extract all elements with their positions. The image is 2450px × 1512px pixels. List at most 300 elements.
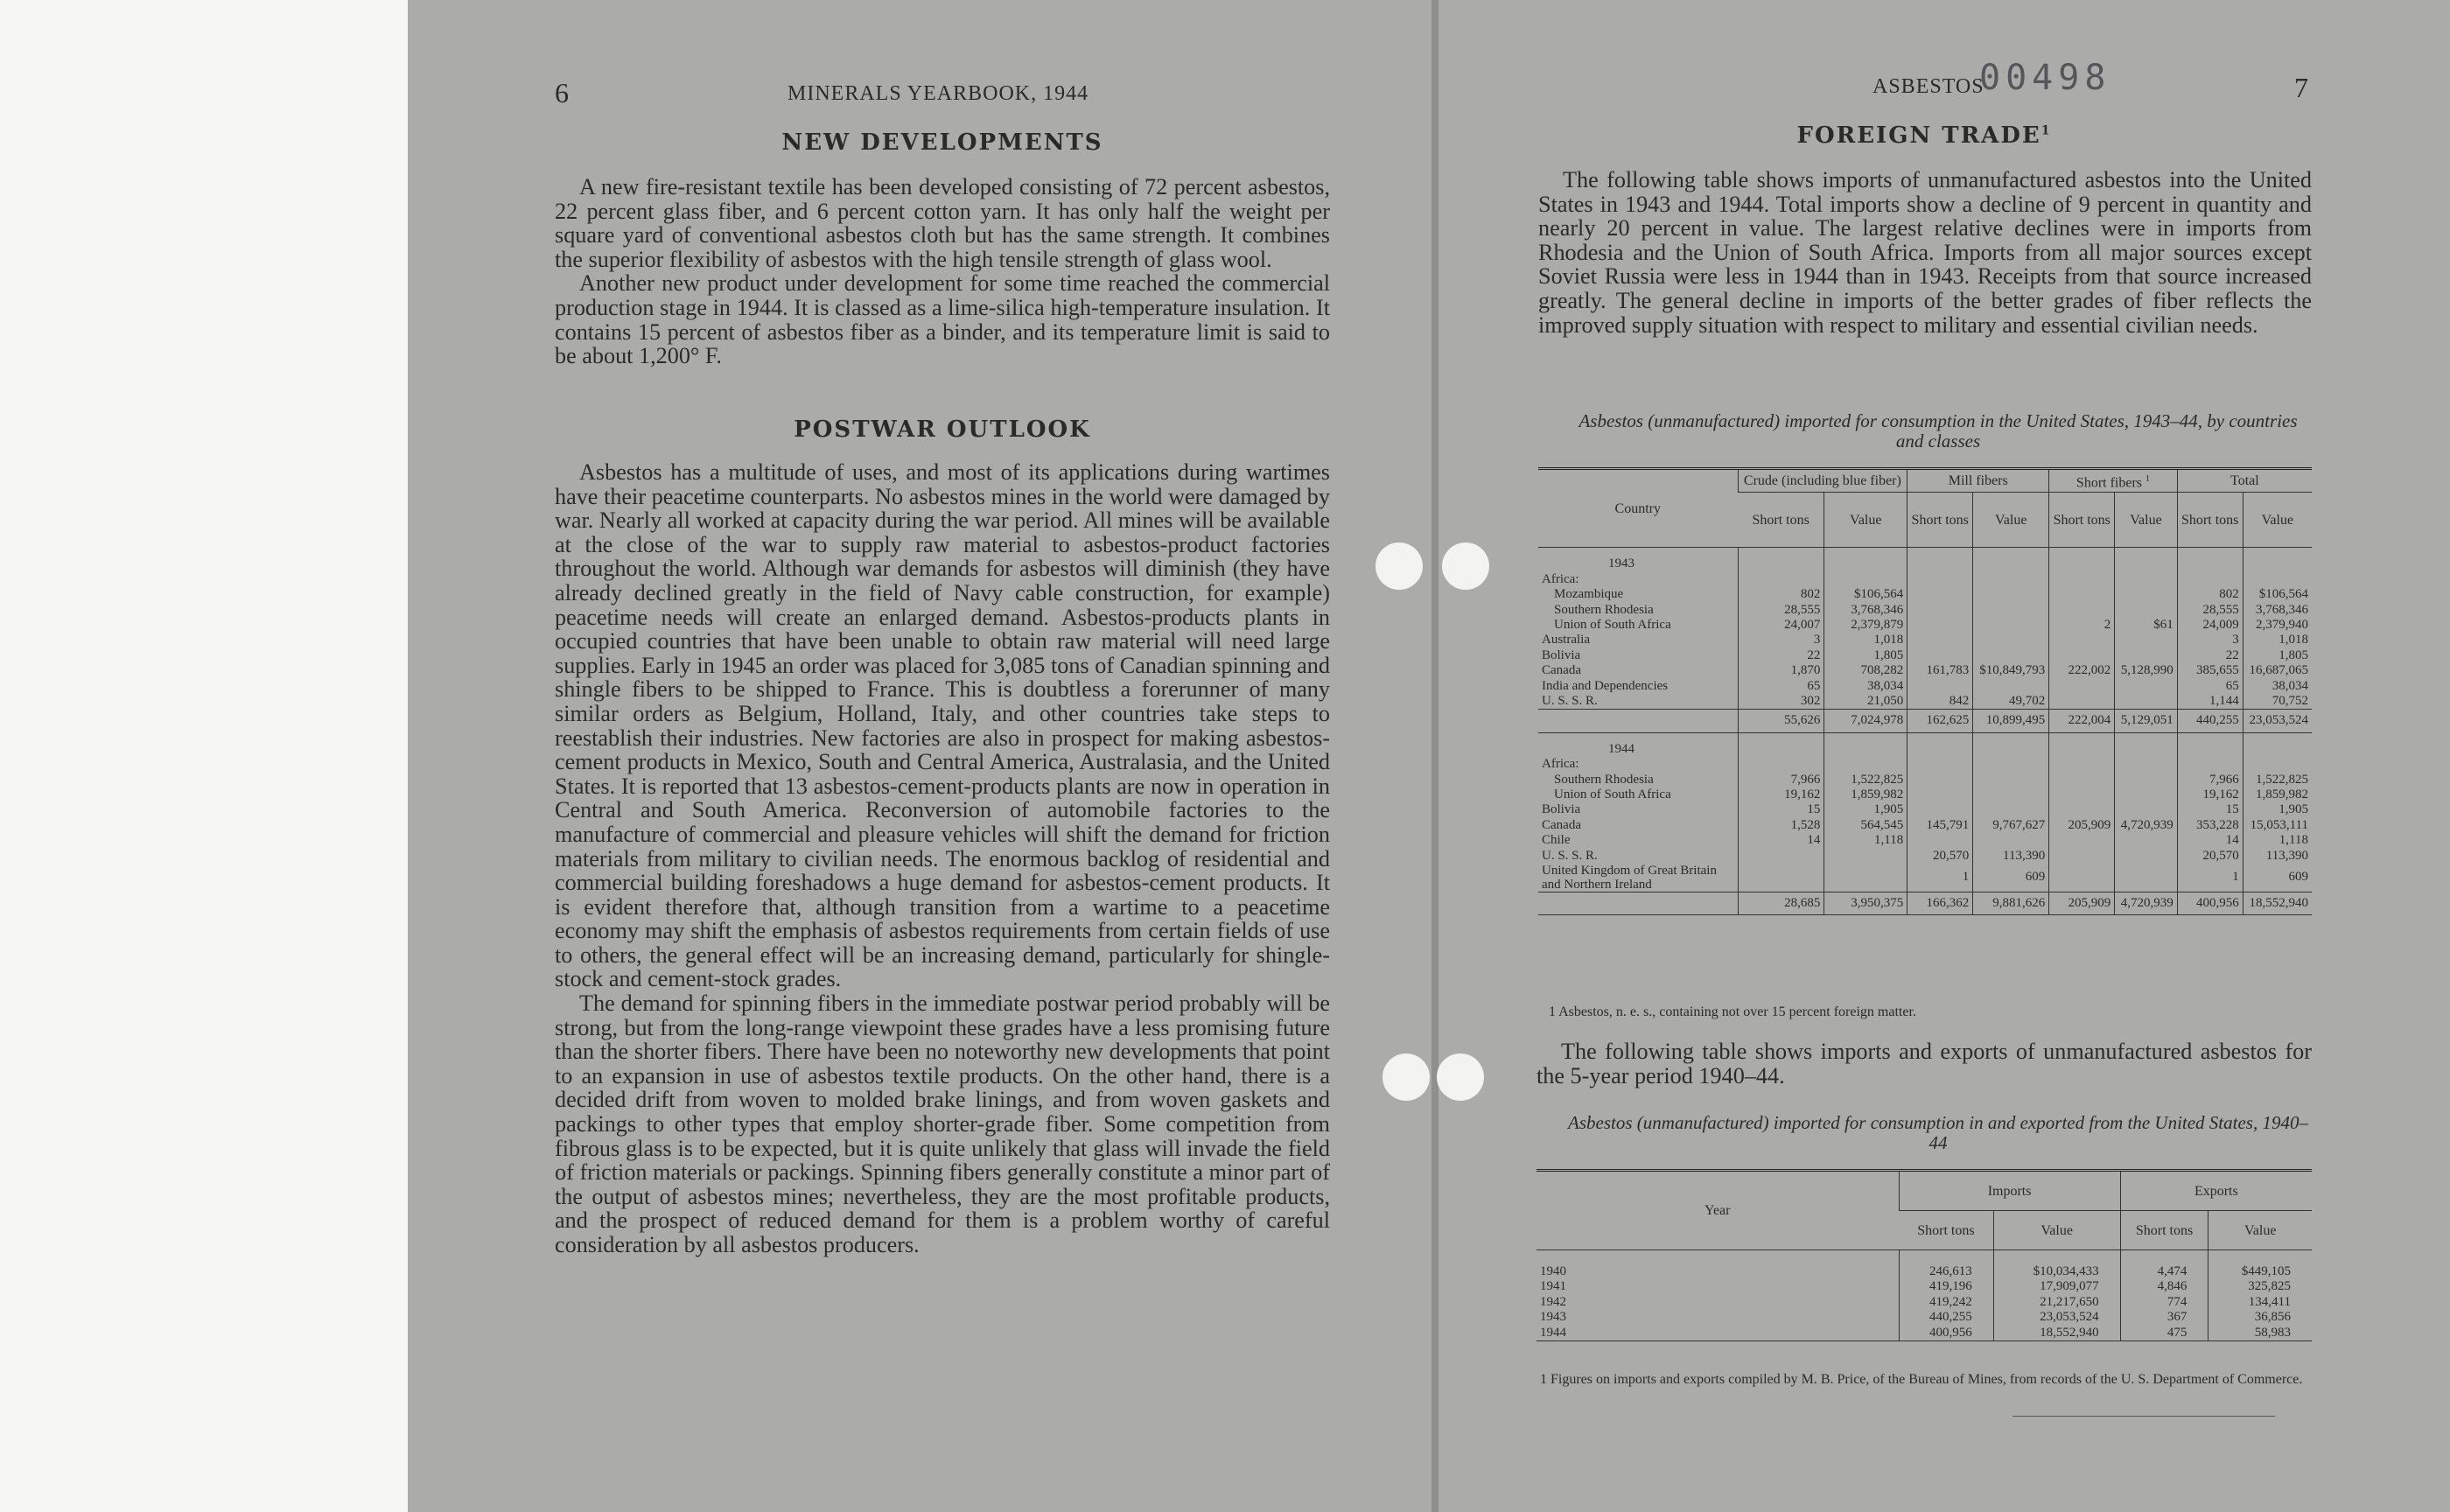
value-cell xyxy=(2243,757,2312,772)
value-cell: 1,018 xyxy=(1824,633,1908,648)
value-cell xyxy=(2049,757,2115,772)
heading-text: FOREIGN TRADE xyxy=(1796,122,2041,149)
value-cell: 20,570 xyxy=(2177,849,2243,864)
value-cell xyxy=(2049,679,2115,694)
value-cell: 58,983 xyxy=(2208,1326,2312,1341)
value-cell: 4,720,939 xyxy=(2115,892,2178,915)
value-cell: $61 xyxy=(2115,618,2178,633)
value-cell xyxy=(2177,757,2243,772)
country-cell: U. S. S. R. xyxy=(1542,693,1598,708)
value-cell: 15 xyxy=(2177,802,2243,817)
value-cell xyxy=(1908,788,1973,802)
value-cell xyxy=(1973,679,2049,694)
value-cell: 49,702 xyxy=(1973,694,2049,710)
value-cell: 1,859,982 xyxy=(2243,788,2312,802)
value-cell xyxy=(2115,773,2178,788)
value-cell xyxy=(2177,572,2243,587)
value-cell xyxy=(1973,648,2049,663)
table-row xyxy=(1538,757,2312,772)
spacer-cell xyxy=(1899,1250,1993,1265)
value-cell: 1,522,825 xyxy=(2243,773,2312,788)
value-cell: 21,217,650 xyxy=(1993,1295,2120,1310)
country-cell: Canada xyxy=(1542,817,1581,832)
scanner-margin xyxy=(0,0,408,1512)
value-cell xyxy=(2243,572,2312,587)
value-cell xyxy=(1973,757,2049,772)
value-cell: 246,613 xyxy=(1899,1264,1993,1279)
col-header-short-fibers xyxy=(2049,469,2177,493)
value-cell xyxy=(1908,833,1973,848)
footnote-mark: 1 xyxy=(2040,123,2052,138)
country-cell: 1943 xyxy=(1608,556,1634,571)
value-cell xyxy=(2115,802,2178,817)
value-cell xyxy=(2115,849,2178,864)
col-header-value: Value xyxy=(1973,493,2049,548)
paragraph: The demand for spinning fibers in the immediate postwar period probably will be strong, but from the long-range viewpoint these grades have a less promising future than the shorter fibers. There have been no noteworthy new developments that point to an expansion in use of asbestos textile products. On the other hand, there is a decided drift from woven to molded brake linings, and from woven gaskets and packings to other types that employ shorter-grade fiber. Some competition from fibrous glass is to be expected, but it is quite unlikely that glass will invade the field of friction materials or packings. Spinning fibers generally constitute a minor part of the output of asbestos mines; nevertheless, they are the most profitable products, and the prospect of reduced demand for them is a problem worthy of careful consideration by all asbestos producers. xyxy=(555,990,1330,1257)
value-cell xyxy=(2115,833,2178,848)
value-cell xyxy=(2115,694,2178,710)
binding-hole xyxy=(1442,542,1489,590)
col-header-value: Value xyxy=(2208,1211,2312,1250)
value-cell: 1,118 xyxy=(1824,833,1908,848)
value-cell: 609 xyxy=(1973,864,2049,892)
value-cell xyxy=(1908,732,1973,757)
table-row xyxy=(1536,1310,2312,1325)
table-row xyxy=(1538,648,2312,663)
bottom-rule xyxy=(2012,1416,2275,1417)
value-cell: 55,626 xyxy=(1738,710,1824,732)
page-number-right: 7 xyxy=(2294,72,2308,103)
postwar-outlook-text xyxy=(555,460,1330,1257)
book-gutter xyxy=(1432,0,1438,1512)
value-cell: 19,162 xyxy=(1738,788,1824,802)
value-cell: 38,034 xyxy=(2243,679,2312,694)
value-cell: 1,805 xyxy=(2243,648,2312,663)
value-cell xyxy=(1738,757,1824,772)
value-cell: 385,655 xyxy=(2177,663,2243,678)
value-cell: 7,024,978 xyxy=(1824,710,1908,732)
value-cell xyxy=(1973,603,2049,618)
value-cell: 24,007 xyxy=(1738,618,1824,633)
value-cell: 65 xyxy=(1738,679,1824,694)
value-cell: 21,050 xyxy=(1824,694,1908,710)
value-cell xyxy=(2243,732,2312,757)
value-cell xyxy=(1738,572,1824,587)
value-cell: 4,720,939 xyxy=(2115,818,2178,833)
paragraph: A new fire-resistant textile has been developed consisting of 72 percent asbestos, 22 percent glass fiber, and 6 percent cotton yarn. It has only half the weight per square yard of conventional asbestos cloth but has the same strength. It combines the superior flexibility of asbestos with the high tensile strength of glass wool. xyxy=(555,174,1330,272)
value-cell: 1 xyxy=(2177,864,2243,892)
value-cell: 1,905 xyxy=(2243,802,2312,817)
value-cell: 205,909 xyxy=(2049,892,2115,915)
imports-exports-intro xyxy=(1536,1040,2312,1088)
country-cell: 1944 xyxy=(1608,741,1634,756)
table-row xyxy=(1536,1326,2312,1341)
value-cell: $106,564 xyxy=(1824,587,1908,602)
value-cell xyxy=(2177,732,2243,757)
col-header-value: Value xyxy=(2243,493,2312,548)
value-cell: 774 xyxy=(2120,1295,2208,1310)
table-row xyxy=(1538,572,2312,587)
table2-body xyxy=(1536,1250,2312,1341)
footnote-mark: 1 xyxy=(2146,474,2151,484)
value-cell xyxy=(2049,587,2115,602)
value-cell: $106,564 xyxy=(2243,587,2312,602)
value-cell xyxy=(1908,802,1973,817)
value-cell: 1,805 xyxy=(1824,648,1908,663)
value-cell xyxy=(1824,864,1908,892)
value-cell: 15 xyxy=(1738,802,1824,817)
value-cell xyxy=(1973,633,2049,648)
section-heading-foreign-trade xyxy=(1536,122,2312,149)
country-cell: Mozambique xyxy=(1554,587,1624,602)
imports-by-country-table xyxy=(1538,467,2312,915)
value-cell: 1 xyxy=(1908,864,1973,892)
country-cell xyxy=(1538,892,1738,915)
value-cell: 842 xyxy=(1908,694,1973,710)
value-cell: 1,870 xyxy=(1738,663,1824,678)
value-cell: 20,570 xyxy=(1908,849,1973,864)
value-cell: 28,685 xyxy=(1738,892,1824,915)
value-cell xyxy=(1738,849,1824,864)
year-cell: 1941 xyxy=(1540,1279,1566,1294)
spacer-cell xyxy=(1536,1250,1899,1265)
value-cell: 24,009 xyxy=(2177,618,2243,633)
value-cell: 19,162 xyxy=(2177,788,2243,802)
value-cell xyxy=(2243,548,2312,572)
table-row xyxy=(1536,1264,2312,1279)
value-cell xyxy=(1973,788,2049,802)
spacer-cell xyxy=(2208,1250,2312,1265)
table-row xyxy=(1538,818,2312,833)
value-cell xyxy=(2049,572,2115,587)
value-cell: 1,144 xyxy=(2177,694,2243,710)
value-cell xyxy=(2049,802,2115,817)
value-cell: 65 xyxy=(2177,679,2243,694)
value-cell xyxy=(2115,757,2178,772)
value-cell: 353,228 xyxy=(2177,818,2243,833)
table-row xyxy=(1538,603,2312,618)
value-cell xyxy=(2049,633,2115,648)
value-cell xyxy=(2115,679,2178,694)
value-cell: 134,411 xyxy=(2208,1295,2312,1310)
value-cell xyxy=(2115,648,2178,663)
col-header-imports: Imports xyxy=(1899,1171,2120,1211)
year-cell: 1942 xyxy=(1540,1294,1566,1309)
value-cell xyxy=(2115,587,2178,602)
value-cell: 609 xyxy=(2243,864,2312,892)
col-header-country: Country xyxy=(1538,469,1738,548)
value-cell: 475 xyxy=(2120,1326,2208,1341)
table-row xyxy=(1538,710,2312,732)
paragraph: The following table shows imports of unmanufactured asbestos into the United States in 1943 and 1944. Total imports show a decline of 9 percent in quantity and nearly 20 percent in value. The largest relative declines were in imports from Rhodesia and the Union of South Africa. Imports from all major sources except Soviet Russia were less in 1944 than in 1943. Receipts from that source increased greatly. The general decline in imports of the better grades of fiber reflects the improved supply situation with respect to military and essential civilian needs. xyxy=(1538,167,2312,338)
value-cell: 23,053,524 xyxy=(2243,710,2312,732)
value-cell xyxy=(1908,757,1973,772)
value-cell: 4,846 xyxy=(2120,1279,2208,1294)
value-cell xyxy=(1738,548,1824,572)
value-cell xyxy=(1908,773,1973,788)
value-cell: 28,555 xyxy=(2177,603,2243,618)
col-header-tons: Short tons xyxy=(2049,493,2115,548)
paragraph: Another new product under development for some time reached the commercial production stage in 1944. It is classed as a lime-silica high-temperature insulation. It contains 15 percent of asbestos fiber as a binder, and its temperature limit is said to be about 1,200° F. xyxy=(555,270,1330,369)
new-developments-text xyxy=(555,175,1330,368)
value-cell: 302 xyxy=(1738,694,1824,710)
year-cell: 1944 xyxy=(1536,1326,1899,1341)
value-cell xyxy=(1908,572,1973,587)
value-cell: 1,905 xyxy=(1824,802,1908,817)
value-cell xyxy=(2115,633,2178,648)
value-cell: 38,034 xyxy=(1824,679,1908,694)
value-cell: 222,002 xyxy=(2049,663,2115,678)
value-cell xyxy=(1973,548,2049,572)
table-row xyxy=(1538,663,2312,678)
value-cell xyxy=(1908,618,1973,633)
value-cell xyxy=(1973,732,2049,757)
binding-hole xyxy=(1376,542,1423,590)
value-cell xyxy=(2177,548,2243,572)
value-cell: 5,128,990 xyxy=(2115,663,2178,678)
imports-exports-table xyxy=(1536,1169,2312,1341)
country-cell: Chile xyxy=(1542,833,1571,848)
value-cell: 4,474 xyxy=(2120,1264,2208,1279)
value-cell xyxy=(1824,849,1908,864)
table-row xyxy=(1538,788,2312,802)
col-header-tons: Short tons xyxy=(1899,1211,1993,1250)
value-cell: 3,768,346 xyxy=(2243,603,2312,618)
value-cell: 18,552,940 xyxy=(2243,892,2312,915)
value-cell: 1,522,825 xyxy=(1824,773,1908,788)
value-cell xyxy=(1973,833,2049,848)
value-cell: 440,255 xyxy=(1899,1310,1993,1325)
table-row xyxy=(1538,694,2312,710)
value-cell xyxy=(1824,732,1908,757)
value-cell xyxy=(2115,603,2178,618)
value-cell: 14 xyxy=(2177,833,2243,848)
value-cell xyxy=(2049,864,2115,892)
table-row xyxy=(1538,864,2312,892)
value-cell: 161,783 xyxy=(1908,663,1973,678)
value-cell xyxy=(2049,548,2115,572)
value-cell: 1,118 xyxy=(2243,833,2312,848)
value-cell: 36,856 xyxy=(2208,1310,2312,1325)
col-header-exports: Exports xyxy=(2120,1171,2312,1211)
country-cell: Union of South Africa xyxy=(1554,617,1671,632)
col-header-year: Year xyxy=(1536,1171,1899,1250)
value-cell xyxy=(2049,833,2115,848)
col-header-value: Value xyxy=(1993,1211,2120,1250)
value-cell: 113,390 xyxy=(2243,849,2312,864)
value-cell xyxy=(1824,548,1908,572)
value-cell xyxy=(2049,732,2115,757)
col-header-value: Value xyxy=(2115,493,2178,548)
value-cell: 802 xyxy=(1738,587,1824,602)
paragraph: Asbestos has a multitude of uses, and most of its applications during wartimes have their peacetime counterparts. No asbestos mines in the world were damaged by war. Nearly all worked at capacity during the war period. All mines will be available at the close of the war to supply raw material to asbestos-product factories throughout the world. Although war demands for asbestos will diminish (they have already declined greatly in the field of Navy cable construction, for example) peacetime needs will create an enlarged demand. Asbestos-products plants in occupied countries that have been unable to obtain raw material will need large supplies. Early in 1945 an order was placed for 3,085 tons of Canadian spinning and shingle fibers to be shipped to France. This is doubtless a forerunner of many similar orders as Belgium, Holland, Italy, and other countries take steps to reestablish their industries. New factories are also in prospect for making asbestos-cement products in Mexico, South and Central America, Australasia, and the United States. It is reported that 13 asbestos-cement-products plants are now in operation in Central and South America. Reconversion of automobile factories to the manufacture of commercial and pleasure vehicles will shift the demand for friction materials from military to civilian needs. The enormous backlog of residential and commercial building foreshadows a huge demand for asbestos-cement products. It is evident therefore that, although transition from a wartime to a peacetime economy may shift the emphasis of asbestos requirements from certain fields of use to others, the general effect will be an increasing demand, particularly for shingle-stock and cement-stock grades. xyxy=(555,459,1330,992)
value-cell: 7,966 xyxy=(1738,773,1824,788)
value-cell xyxy=(1908,603,1973,618)
value-cell xyxy=(2049,603,2115,618)
country-cell xyxy=(1538,710,1738,732)
value-cell xyxy=(1973,572,2049,587)
value-cell: 2 xyxy=(2049,618,2115,633)
value-cell xyxy=(1738,864,1824,892)
value-cell: 1,018 xyxy=(2243,633,2312,648)
spacer-cell xyxy=(1993,1250,2120,1265)
value-cell xyxy=(2049,648,2115,663)
country-cell: Southern Rhodesia xyxy=(1554,772,1654,787)
col-header-tons: Short tons xyxy=(1908,493,1973,548)
value-cell xyxy=(2115,864,2178,892)
value-cell xyxy=(1908,587,1973,602)
spacer-cell xyxy=(2120,1250,2208,1265)
value-cell xyxy=(1824,757,1908,772)
foreign-trade-text xyxy=(1538,168,2312,337)
running-head-right: ASBESTOS xyxy=(1872,75,1984,98)
value-cell xyxy=(1908,679,1973,694)
value-cell: 3 xyxy=(1738,633,1824,648)
value-cell xyxy=(2115,572,2178,587)
country-cell: United Kingdom of Great Britain and Northern Ireland xyxy=(1542,864,1717,892)
value-cell xyxy=(2049,849,2115,864)
value-cell: 70,752 xyxy=(2243,694,2312,710)
value-cell: 205,909 xyxy=(2049,818,2115,833)
value-cell: 9,767,627 xyxy=(1973,818,2049,833)
table-row xyxy=(1538,892,2312,915)
spacer-row xyxy=(1536,1250,2312,1265)
value-cell: 162,625 xyxy=(1908,710,1973,732)
value-cell: 28,555 xyxy=(1738,603,1824,618)
value-cell: 10,899,495 xyxy=(1973,710,2049,732)
col-header-tons: Short tons xyxy=(1738,493,1824,548)
value-cell: 2,379,879 xyxy=(1824,618,1908,633)
value-cell: $10,034,433 xyxy=(1993,1264,2120,1279)
value-cell: 22 xyxy=(2177,648,2243,663)
table-row xyxy=(1538,732,2312,757)
value-cell: 222,004 xyxy=(2049,710,2115,732)
year-cell: 1943 xyxy=(1540,1310,1566,1325)
value-cell: 7,966 xyxy=(2177,773,2243,788)
value-cell xyxy=(2049,694,2115,710)
running-head-left: MINERALS YEARBOOK, 1944 xyxy=(788,82,1089,105)
country-cell: Bolivia xyxy=(1542,648,1581,662)
table1-caption: Asbestos (unmanufactured) imported for consumption in the United States, 1943–44, by countries and classes xyxy=(1578,410,2298,452)
year-cell: 1940 xyxy=(1540,1264,1566,1278)
value-cell: 3,950,375 xyxy=(1824,892,1908,915)
value-cell: 14 xyxy=(1738,833,1824,848)
table-row xyxy=(1538,849,2312,864)
value-cell: 1,528 xyxy=(1738,818,1824,833)
country-cell: Southern Rhodesia xyxy=(1554,602,1654,617)
value-cell xyxy=(1973,773,2049,788)
table-row xyxy=(1536,1295,2312,1310)
value-cell: 22 xyxy=(1738,648,1824,663)
value-cell xyxy=(1973,587,2049,602)
table-row xyxy=(1538,618,2312,633)
value-cell: 400,956 xyxy=(2177,892,2243,915)
value-cell xyxy=(2115,788,2178,802)
value-cell xyxy=(1908,648,1973,663)
value-cell: 708,282 xyxy=(1824,663,1908,678)
value-cell: 419,242 xyxy=(1899,1295,1993,1310)
accession-stamp: 00498 xyxy=(1979,58,2111,98)
table-row xyxy=(1538,833,2312,848)
value-cell: 419,196 xyxy=(1899,1279,1993,1294)
table1-footnote: 1 Asbestos, n. e. s., containing not over 15 percent foreign matter. xyxy=(1549,1004,1916,1019)
value-cell: 16,687,065 xyxy=(2243,663,2312,678)
value-cell xyxy=(1738,732,1824,757)
value-cell: 113,390 xyxy=(1973,849,2049,864)
section-heading-postwar-outlook: POSTWAR OUTLOOK xyxy=(794,416,1091,443)
country-cell: Bolivia xyxy=(1542,802,1581,817)
value-cell: 367 xyxy=(2120,1310,2208,1325)
col-header-tons: Short tons xyxy=(2120,1211,2208,1250)
table2-footnote: 1 Figures on imports and exports compiled by M. B. Price, of the Bureau of Mines, from records of the U. S. Department of Commerce. xyxy=(1540,1372,2303,1387)
value-cell: 18,552,940 xyxy=(1993,1326,2120,1341)
country-cell: Canada xyxy=(1542,663,1581,678)
table-row xyxy=(1538,587,2312,602)
country-cell: Australia xyxy=(1542,633,1590,648)
country-cell: U. S. S. R. xyxy=(1542,848,1598,863)
value-cell: 802 xyxy=(2177,587,2243,602)
value-cell: 23,053,524 xyxy=(1993,1310,2120,1325)
table-row xyxy=(1538,802,2312,817)
table-row xyxy=(1538,633,2312,648)
table2-caption: Asbestos (unmanufactured) imported for consumption in and exported from the United States, 1940–44 xyxy=(1568,1112,2308,1153)
value-cell: $449,105 xyxy=(2208,1264,2312,1279)
value-cell xyxy=(2115,548,2178,572)
country-cell: India and Dependencies xyxy=(1542,678,1669,693)
table-row xyxy=(1538,679,2312,694)
value-cell xyxy=(1824,572,1908,587)
table-row xyxy=(1538,773,2312,788)
value-cell xyxy=(1908,548,1973,572)
value-cell: 15,053,111 xyxy=(2243,818,2312,833)
value-cell: 9,881,626 xyxy=(1973,892,2049,915)
value-cell xyxy=(2049,773,2115,788)
value-cell xyxy=(1908,633,1973,648)
value-cell: 17,909,077 xyxy=(1993,1279,2120,1294)
value-cell: 2,379,940 xyxy=(2243,618,2312,633)
value-cell: 166,362 xyxy=(1908,892,1973,915)
value-cell: 440,255 xyxy=(2177,710,2243,732)
value-cell xyxy=(1973,802,2049,817)
value-cell xyxy=(2115,732,2178,757)
value-cell xyxy=(2049,788,2115,802)
section-heading-new-developments: NEW DEVELOPMENTS xyxy=(781,130,1103,156)
binding-hole xyxy=(1437,1054,1484,1101)
value-cell: 564,545 xyxy=(1824,818,1908,833)
col-header-tons: Short tons xyxy=(2177,493,2243,548)
table1-body xyxy=(1538,548,2312,915)
col-header-mill-fibers: Mill fibers xyxy=(1908,469,2049,493)
value-cell: 3 xyxy=(2177,633,2243,648)
col-header-value: Value xyxy=(1824,493,1908,548)
country-cell: Africa: xyxy=(1542,571,1579,586)
value-cell: 325,825 xyxy=(2208,1279,2312,1294)
country-cell: Africa: xyxy=(1542,757,1579,772)
binding-hole xyxy=(1382,1054,1430,1101)
value-cell: 3,768,346 xyxy=(1824,603,1908,618)
value-cell: $10,849,793 xyxy=(1973,663,2049,678)
value-cell: 1,859,982 xyxy=(1824,788,1908,802)
value-cell: 145,791 xyxy=(1908,818,1973,833)
header-text: Short fibers xyxy=(2076,475,2143,491)
value-cell xyxy=(1973,618,2049,633)
table-row xyxy=(1538,548,2312,572)
country-cell: Union of South Africa xyxy=(1554,788,1671,802)
value-cell: 5,129,051 xyxy=(2115,710,2178,732)
value-cell: 400,956 xyxy=(1899,1326,1993,1341)
paragraph: The following table shows imports and exports of unmanufactured asbestos for the 5-year period 1940–44. xyxy=(1536,1039,2312,1088)
table-row xyxy=(1536,1279,2312,1294)
